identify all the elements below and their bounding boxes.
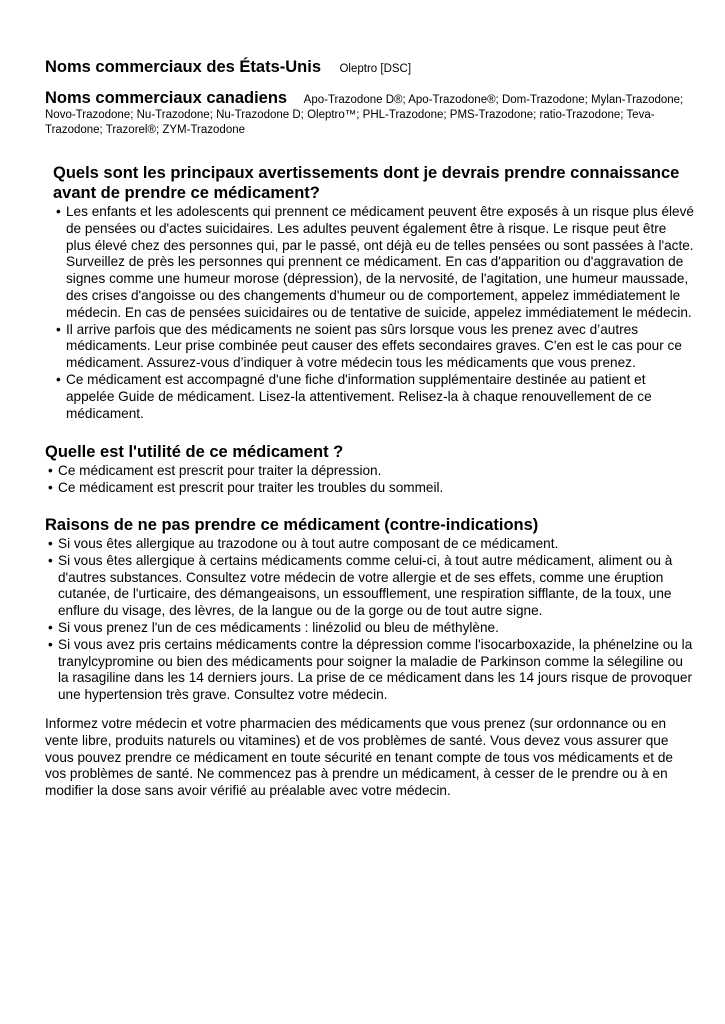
canadian-brand-list: Apo-Trazodone D®; Apo-Trazodone®; Dom-Trazodone; Mylan-Trazodone; Novo-Trazodone; Nu-Trazodone; Nu-Trazodone D; Oleptro™; PHL-Trazodone; PMS-Trazodone; ratio-Trazodone; Teva-Trazodone; Trazorel®; ZYM-Trazodone bbox=[45, 94, 684, 136]
warnings-list bbox=[53, 204, 695, 422]
warning-item: • Il arrive parfois que des médicaments ne soient pas sûrs lorsque vous les prenez avec d’autres médicaments. Leur prise combinée peut causer des effets secondaires graves. C'en est le cas pour ce médicament. Assurez-vous d’indiquer à votre médecin tous les médicaments que vous prenez. bbox=[53, 322, 695, 372]
us-brand-list: Oleptro [DSC] bbox=[339, 63, 412, 75]
use-item: • Ce médicament est prescrit pour traiter les troubles du sommeil. bbox=[45, 480, 695, 497]
warning-item: • Les enfants et les adolescents qui prennent ce médicament peuvent être exposés à un risque plus élevé de pensées ou d'actes suicidaires. Les adultes peuvent également être à risque. Le risque peut être plus élevé chez des personnes qui, par le passé, ont déjà eu de telles pensées ou sont passées à l'acte. Surveillez de près les personnes qui prennent ce médicament. En cas d'apparition ou d'aggravation de signes comme une humeur morose (dépression), de la nervosité, de l'agitation, une humeur maussade, des crises d'angoisse ou des changements d'humeur ou de comportement, appelez immédiatement le médecin. En cas de pensées suicidaires ou de tentative de suicide, appelez immédiatement le médecin. bbox=[53, 204, 695, 322]
uses-title: Quelle est l'utilité de ce médicament ? bbox=[45, 443, 344, 462]
contraindication-item: • Si vous prenez l'un de ces médicaments : linézolid ou bleu de méthylène. bbox=[45, 620, 695, 637]
use-item: • Ce médicament est prescrit pour traiter la dépression. bbox=[45, 463, 695, 480]
document-page bbox=[45, 56, 695, 814]
contraindication-item: • Si vous êtes allergique à certains médicaments comme celui-ci, à tout autre médicament, aliment ou à d'autres substances. Consultez votre médecin de votre allergie et de ses effets, comme une éruption cutanée, de l'urticaire, des démangeaisons, un essoufflement, une respiration sifflante, de la toux, une enflure du visage, des lèvres, de la langue ou de la gorge ou de tout autre signe. bbox=[45, 553, 695, 620]
canadian-brand-heading: Noms commerciaux canadiens bbox=[45, 89, 288, 107]
contraindications-title: Raisons de ne pas prendre ce médicament (contre-indications) bbox=[45, 515, 539, 534]
us-brand-names bbox=[45, 56, 695, 80]
contraindications-section bbox=[45, 515, 695, 800]
warning-item: • Ce médicament est accompagné d'une fiche d'information supplémentaire destinée au patient et appelée Guide de médicament. Lisez-la attentivement. Relisez-la à chaque renouvellement de ce médicament. bbox=[53, 372, 695, 422]
contraindication-item: • Si vous avez pris certains médicaments contre la dépression comme l'isocarboxazide, la phénelzine ou la tranylcypromine ou bien des médicaments pour soigner la maladie de Parkinson comme la sélegiline ou la rasagiline dans les 14 derniers jours. La prise de ce médicament dans les 14 jours risque de provoquer une hypertension très grave. Consultez votre médecin. bbox=[45, 637, 695, 704]
us-brand-heading: Noms commerciaux des États-Unis bbox=[45, 58, 322, 76]
uses-section bbox=[45, 442, 695, 497]
warnings-title: Quels sont les principaux avertissements dont je devrais prendre connaissance avant de prendre ce médicament? bbox=[53, 164, 680, 202]
contraindications-list bbox=[45, 536, 695, 704]
closing-paragraph: Informez votre médecin et votre pharmacien des médicaments que vous prenez (sur ordonnance ou en vente libre, produits naturels ou vitamines) et de vos problèmes de santé. Vous devez vous assurer que vous pouvez prendre ce médicament en toute sécurité en tenant compte de tous vos médicaments et de vos problèmes de santé. Ne commencez pas à prendre un médicament, à cesser de le prendre ou à en modifier la dose sans avoir vérifié au préalable avec votre médecin. bbox=[45, 715, 673, 799]
uses-list bbox=[45, 463, 695, 497]
contraindication-item: • Si vous êtes allergique au trazodone ou à tout autre composant de ce médicament. bbox=[45, 536, 695, 553]
canadian-brand-names bbox=[45, 88, 695, 137]
warnings-section bbox=[45, 163, 695, 422]
